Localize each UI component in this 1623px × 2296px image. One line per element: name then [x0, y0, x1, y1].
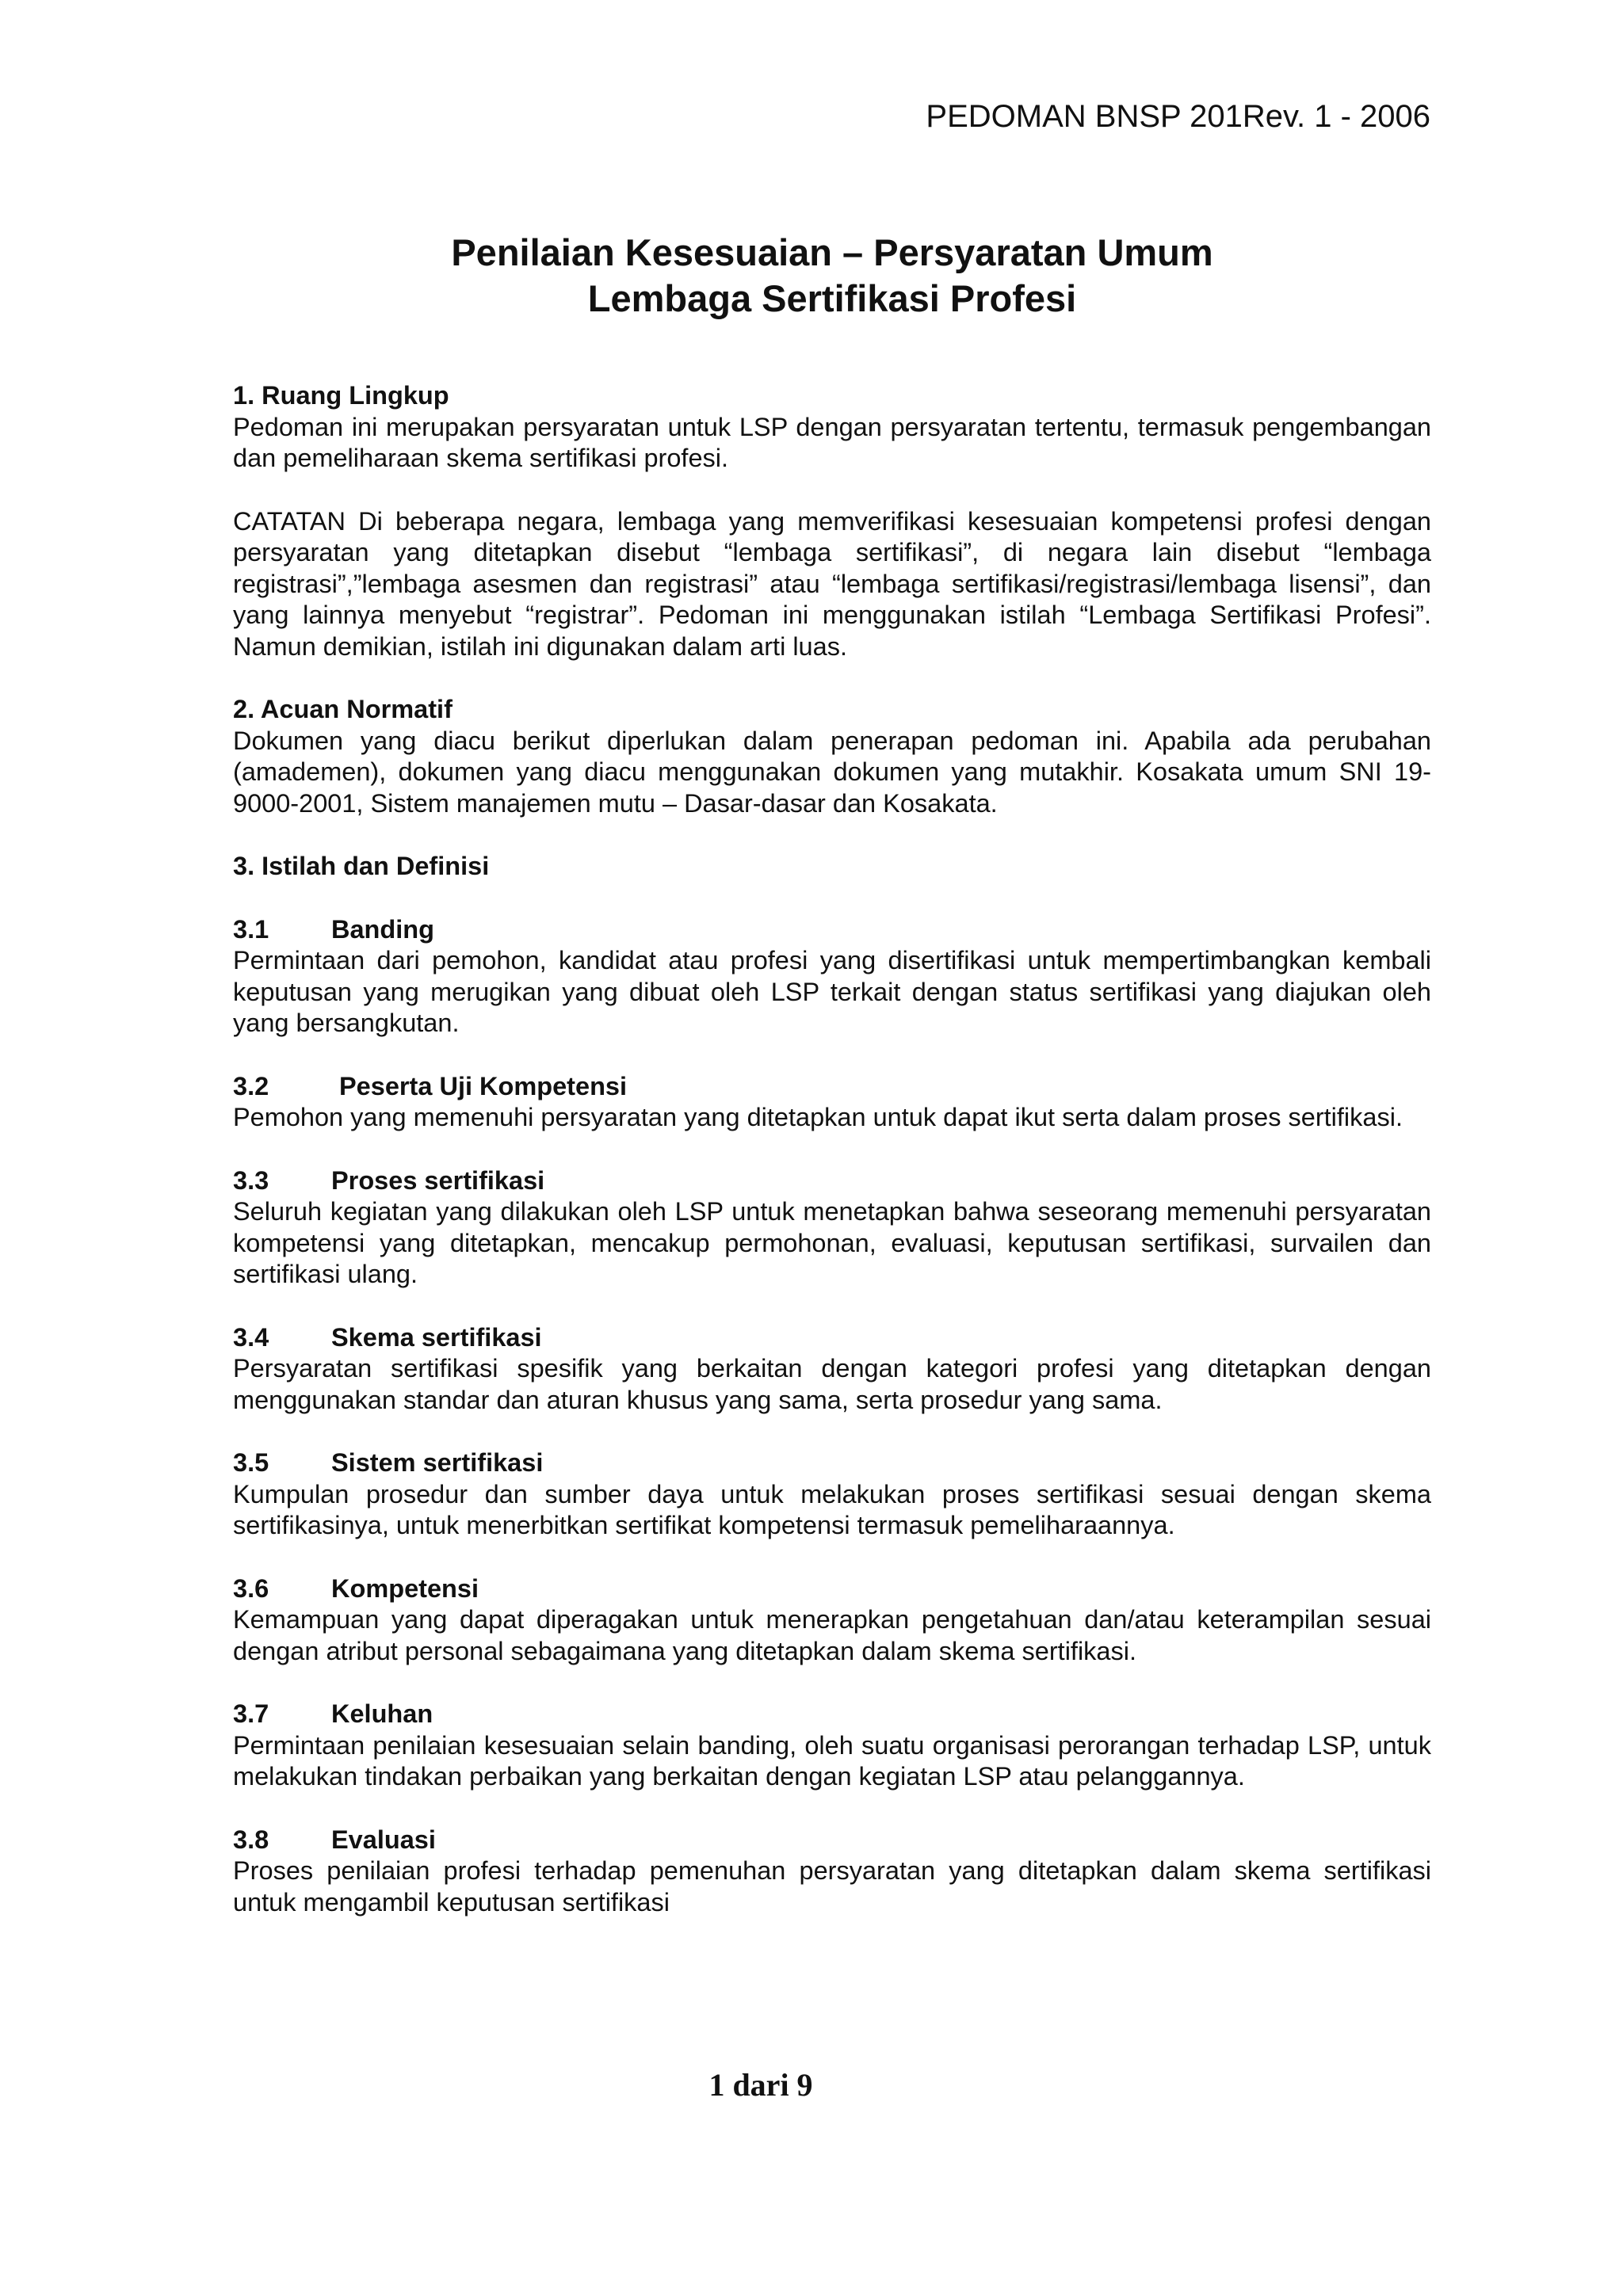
definition-heading-proses-sertifikasi [233, 1165, 1431, 1197]
definition-number: 3.7 [233, 1699, 269, 1728]
definition-body-evaluasi: Proses penilaian profesi terhadap pemenuhan persyaratan yang ditetapkan dalam skema sertifikasi untuk mengambil keputusan sertifikasi [233, 1856, 1431, 1917]
document-title [0, 230, 1623, 322]
section-heading-istilah-definisi: 3. Istilah dan Definisi [233, 852, 490, 880]
document-header: PEDOMAN BNSP 201Rev. 1 - 2006 [926, 99, 1430, 134]
definition-term: Keluhan [331, 1699, 433, 1728]
definition-heading-keluhan [233, 1699, 1431, 1730]
section-heading-acuan-normatif: 2. Acuan Normatif [233, 695, 453, 723]
definition-body-proses-sertifikasi: Seluruh kegiatan yang dilakukan oleh LSP untuk menetapkan bahwa seseorang memenuhi persyaratan kompetensi yang ditetapkan, mencakup permohonan, evaluasi, keputusan sertifikasi, survailen dan sertifikasi ulang. [233, 1197, 1431, 1288]
definition-heading-skema-sertifikasi [233, 1322, 1431, 1354]
definition-number: 3.8 [233, 1825, 269, 1854]
definition-number: 3.6 [233, 1573, 269, 1603]
definition-term: Kompetensi [331, 1573, 479, 1603]
definition-number: 3.5 [233, 1448, 269, 1477]
definition-heading-banding [233, 914, 1431, 946]
definition-body-kompetensi: Kemampuan yang dapat diperagakan untuk menerapkan pengetahuan dan/atau keterampilan sesuai dengan atribut personal sebagaimana yang ditetapkan dalam skema sertifikasi. [233, 1605, 1431, 1665]
page-number: 1 dari 9 [708, 2067, 813, 2103]
definition-number: 3.1 [233, 914, 269, 944]
definition-term: Proses sertifikasi [331, 1165, 545, 1195]
definition-body-peserta-uji-kompetensi: Pemohon yang memenuhi persyaratan yang ditetapkan untuk dapat ikut serta dalam proses sertifikasi. [233, 1103, 1403, 1131]
definition-number: 3.4 [233, 1322, 269, 1352]
definition-heading-peserta-uji-kompetensi [233, 1071, 1431, 1103]
definition-body-sistem-sertifikasi: Kumpulan prosedur dan sumber daya untuk melakukan proses sertifikasi sesuai dengan skema sertifikasinya, untuk menerbitkan sertifikat kompetensi termasuk pemeliharaannya. [233, 1479, 1431, 1539]
definition-term: Sistem sertifikasi [331, 1448, 544, 1477]
definition-number: 3.2 [233, 1071, 269, 1100]
definition-heading-evaluasi [233, 1825, 1431, 1856]
definition-heading-sistem-sertifikasi [233, 1447, 1431, 1479]
definition-term: Peserta Uji Kompetensi [339, 1071, 628, 1100]
definition-term: Banding [331, 914, 434, 944]
definition-body-skema-sertifikasi: Persyaratan sertifikasi spesifik yang berkaitan dengan kategori profesi yang ditetapkan dengan menggunakan standar dan aturan khusus yang sama, serta prosedur yang sama. [233, 1354, 1431, 1414]
definition-body-keluhan: Permintaan penilaian kesesuaian selain banding, oleh suatu organisasi perorangan terhadap LSP, untuk melakukan tindakan perbaikan yang berkaitan dengan kegiatan LSP atau pelanggannya. [233, 1730, 1431, 1791]
definition-body-banding: Permintaan dari pemohon, kandidat atau profesi yang disertifikasi untuk mempertimbangkan kembali keputusan yang merugikan yang dibuat oleh LSP terkait dengan status sertifikasi yang diajukan oleh yang bersangkutan. [233, 946, 1431, 1037]
definition-number: 3.3 [233, 1165, 269, 1195]
title-line-2: Lembaga Sertifikasi Profesi [587, 277, 1077, 319]
title-line-1: Penilaian Kesesuaian – Persyaratan Umum [451, 231, 1213, 273]
definition-term: Skema sertifikasi [331, 1322, 542, 1352]
section-heading-ruang-lingkup: 1. Ruang Lingkup [233, 381, 449, 410]
document-body [233, 380, 1431, 1918]
section-body-acuan-normatif: Dokumen yang diacu berikut diperlukan dalam penerapan pedoman ini. Apabila ada perubahan (amademen), dokumen yang diacu menggunakan dokumen yang mutakhir. Kosakata umum SNI 19-9000-2001, Sistem manajemen mutu – Dasar-dasar dan Kosakata. [233, 726, 1431, 818]
definition-heading-kompetensi [233, 1573, 1431, 1605]
section-body-ruang-lingkup: Pedoman ini merupakan persyaratan untuk LSP dengan persyaratan tertentu, termasuk pengembangan dan pemeliharaan skema sertifikasi profesi. [233, 412, 1431, 472]
definition-term: Evaluasi [331, 1825, 436, 1854]
note-catatan: CATATAN Di beberapa negara, lembaga yang memverifikasi kesesuaian kompetensi profesi dengan persyaratan yang ditetapkan disebut “lembaga sertifikasi”, di negara lain disebut “lembaga registrasi”,”lembaga asesmen dan registrasi” atau “lembaga sertifikasi/registrasi/lembaga lisensi”, dan yang lainnya menyebut “registrar”. Pedoman ini menggunakan istilah “Lembaga Sertifikasi Profesi”. Namun demikian, istilah ini digunakan dalam arti luas. [233, 506, 1431, 661]
